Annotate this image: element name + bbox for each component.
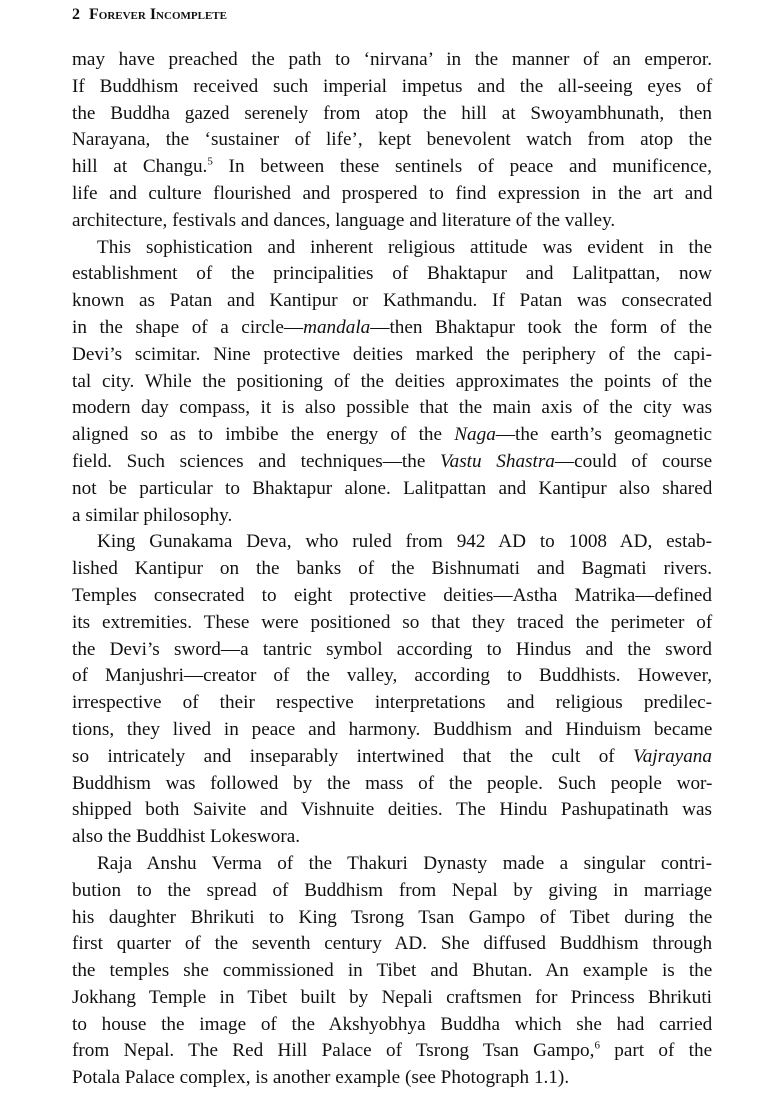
text-line: King Gunakama Deva, who ruled from 942 AD to 1008 AD, estab- (97, 531, 712, 553)
text-line: of Manjushri—creator of the valley, according to Buddhists. However, (72, 665, 712, 687)
text-line: modern day compass, it is also possible that the main axis of the city was (72, 397, 713, 419)
text-segment: —the earth’s geomagnetic (495, 424, 713, 446)
text-line: Devi’s scimitar. Nine protective deities marked the periphery of the capi- (72, 343, 712, 365)
text-line: known as Patan and Kantipur or Kathmandu. If Patan was consecrated (72, 290, 712, 312)
text-line: his daughter Bhrikuti to King Tsrong Tsan Gampo of Tibet during the (72, 906, 713, 928)
text-line: Raja Anshu Verma of the Thakuri Dynasty made a singular contri- (97, 852, 712, 874)
text-line (72, 744, 712, 771)
italic-term: Naga (454, 424, 496, 446)
text-line (72, 154, 712, 181)
text-line: shipped both Saivite and Vishnuite deities. The Hindu Pashupatinath was (72, 799, 712, 821)
text-segment: in the shape of a circle— (72, 316, 304, 338)
paragraph-1 (72, 47, 712, 235)
text-line: also the Buddhist Lokeswora. (72, 826, 301, 848)
text-line: its extremities. These were positioned so that they traced the perimeter of (72, 611, 713, 633)
text-line: the temples she commissioned in Tibet and Bhutan. An example is the (72, 960, 713, 982)
text-line: Buddhism was followed by the mass of the people. Such people wor- (72, 772, 713, 794)
body-text (72, 47, 712, 1092)
text-line: irrespective of their respective interpretations and religious predilec- (72, 692, 712, 714)
text-line (72, 449, 712, 476)
paragraph-4 (72, 851, 712, 1092)
text-line: architecture, festivals and dances, language and literature of the valley. (72, 209, 616, 231)
text-line: Temples consecrated to eight protective deities—Astha Matrika—defined (72, 584, 712, 606)
text-line (72, 422, 712, 449)
text-line: the Devi’s sword—a tantric symbol according to Hindus and the sword (72, 638, 712, 660)
page-number: 2 (72, 6, 80, 23)
paragraph-2 (72, 235, 712, 530)
text-segment: aligned so as to imbibe the energy of the (72, 424, 455, 446)
text-line: If Buddhism received such imperial impetus and the all-seeing eyes of (72, 75, 713, 97)
book-title: Forever Incomplete (89, 6, 227, 23)
footnote-marker-5: 5 (207, 155, 213, 168)
text-segment: hill at Changu. (72, 156, 208, 178)
text-segment: In between these sentinels of peace and munificence, (212, 156, 712, 178)
text-segment: —could of course (554, 450, 713, 472)
text-line: not be particular to Bhaktapur alone. Lalitpattan and Kantipur also shared (72, 477, 713, 499)
book-page (72, 0, 712, 1108)
text-segment: so intricately and inseparably intertwined that the cult of (72, 745, 634, 767)
text-line: Jokhang Temple in Tibet built by Nepali craftsmen for Princess Bhrikuti (72, 986, 712, 1008)
text-line: This sophistication and inherent religious attitude was evident in the (97, 236, 712, 258)
text-line: tions, they lived in peace and harmony. Buddhism and Hinduism became (72, 718, 713, 740)
text-line: bution to the spread of Buddhism from Nepal by giving in marriage (72, 879, 712, 901)
text-line: tal city. While the positioning of the deities approximates the points of the (72, 370, 713, 392)
text-line: may have preached the path to ‘nirvana’ in the manner of an emperor. (72, 49, 712, 70)
text-line: to house the image of the Akshyobhya Buddha which she had carried (72, 1013, 713, 1035)
paragraph-3 (72, 529, 712, 851)
italic-term: mandala (303, 316, 371, 338)
text-line (72, 1038, 712, 1065)
text-line: lished Kantipur on the banks of the Bishnumati and Bagmati rivers. (72, 558, 712, 580)
text-segment: —then Bhaktapur took the form of the (370, 316, 712, 338)
text-segment: field. Such sciences and techniques—the (72, 450, 441, 472)
running-head (72, 6, 227, 24)
text-line (72, 315, 712, 342)
text-line: life and culture flourished and prospered to find expression in the art and (72, 182, 713, 204)
text-line: the Buddha gazed serenely from atop the hill at Swoyambhunath, then (72, 102, 712, 124)
text-line: first quarter of the seventh century AD. She diffused Buddhism through (72, 933, 713, 955)
footnote-marker-6: 6 (594, 1040, 600, 1053)
text-segment: from Nepal. The Red Hill Palace of Tsrong Tsan Gampo, (72, 1040, 595, 1062)
text-line: establishment of the principalities of Bhaktapur and Lalitpattan, now (72, 263, 712, 285)
text-line: a similar philosophy. (72, 504, 233, 526)
text-line: Narayana, the ‘sustainer of life’, kept benevolent watch from atop the (72, 129, 712, 151)
italic-term: Vastu Shastra (440, 450, 555, 472)
text-line: Potala Palace complex, is another example (see Photograph 1.1). (72, 1067, 570, 1089)
italic-term: Vajrayana (633, 745, 712, 767)
text-segment: part of the (599, 1040, 713, 1062)
